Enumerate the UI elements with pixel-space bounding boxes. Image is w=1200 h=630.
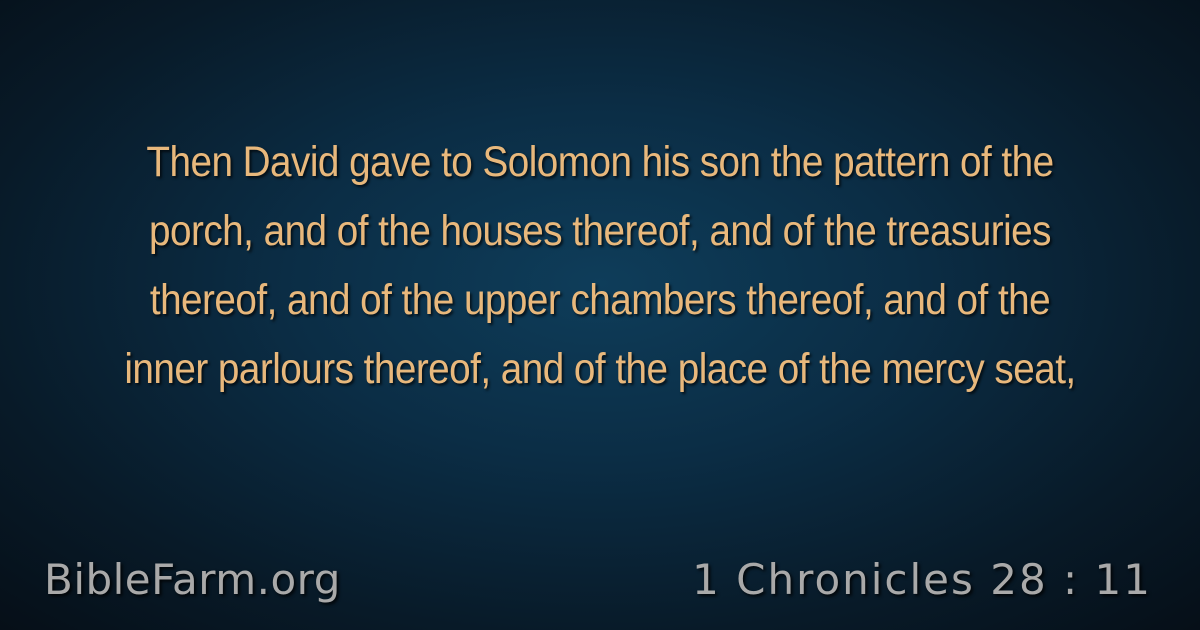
site-name: BibleFarm.org — [44, 555, 341, 604]
verse-reference: 1 Chronicles 28 : 11 — [692, 555, 1152, 604]
verse-text: Then David gave to Solomon his son the pattern of the porch, and of the houses thereof, and of the treasuries thereof, and of the upper chambers thereof, and of the inner parlours thereof, and of the place of the mercy seat, — [124, 138, 1076, 393]
